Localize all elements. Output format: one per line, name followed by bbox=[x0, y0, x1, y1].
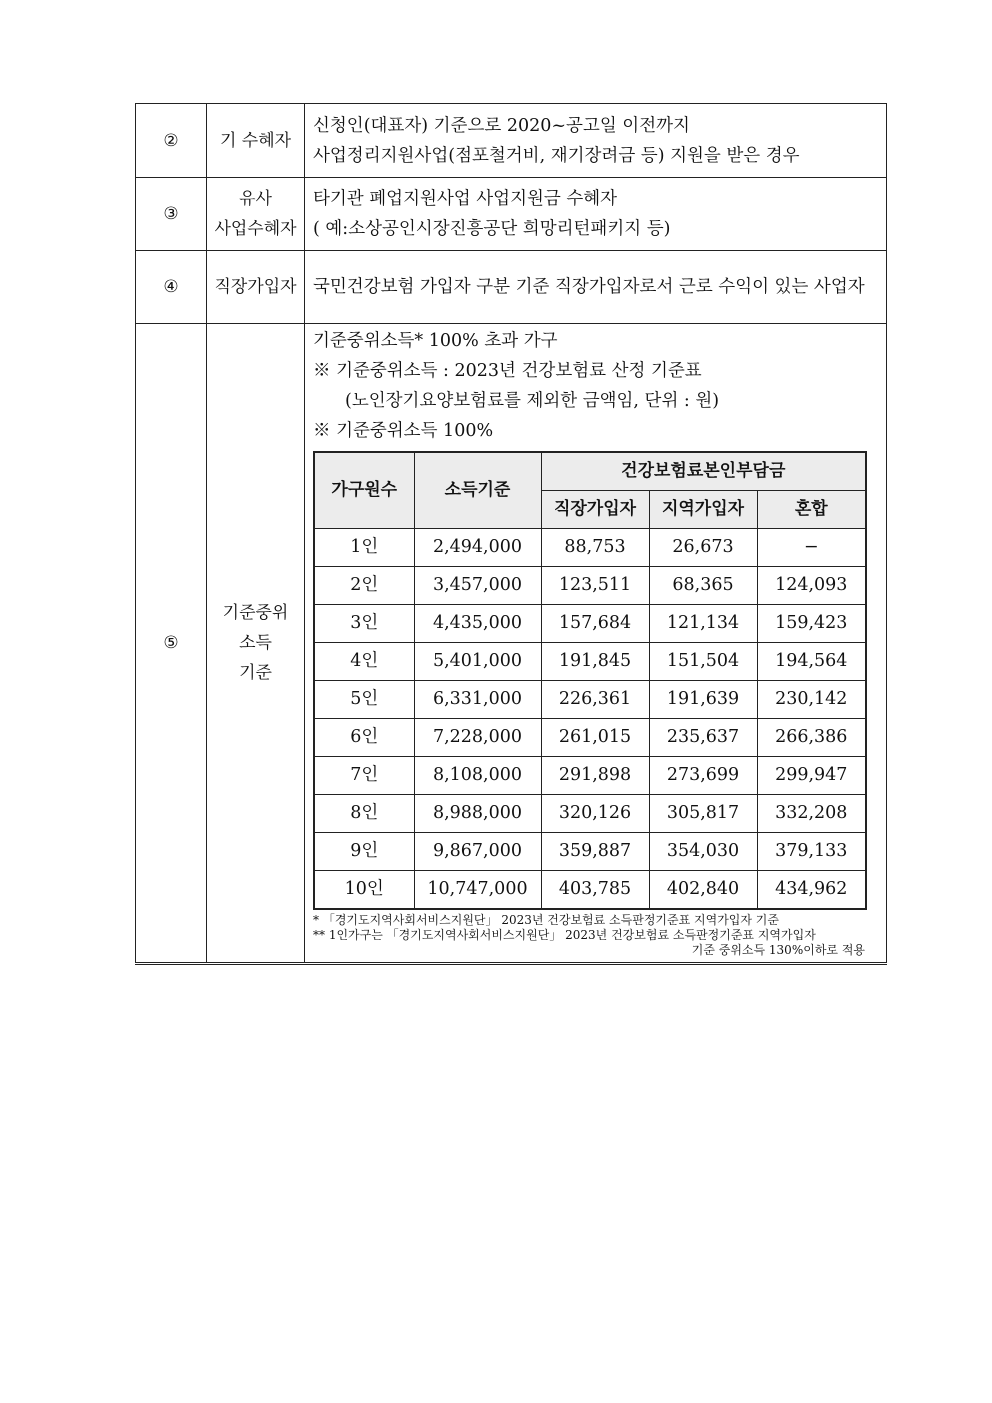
employee-cell: 88,753 bbox=[541, 529, 649, 567]
table-row bbox=[314, 833, 866, 871]
criteria-row-2 bbox=[136, 104, 887, 178]
label-line: 유사 bbox=[239, 189, 272, 209]
header-regional: 지역가입자 bbox=[649, 491, 757, 529]
row-content bbox=[305, 324, 887, 964]
row-number: ② bbox=[136, 104, 207, 178]
employee-cell: 359,887 bbox=[541, 833, 649, 871]
row-content bbox=[305, 251, 887, 324]
employee-cell: 226,361 bbox=[541, 681, 649, 719]
table-row bbox=[314, 871, 866, 910]
regional-cell: 235,637 bbox=[649, 719, 757, 757]
regional-cell: 305,817 bbox=[649, 795, 757, 833]
row-content bbox=[305, 104, 887, 178]
content-line: ( 예:소상공인시장진흥공단 희망리턴패키지 등) bbox=[313, 219, 671, 239]
income-cell: 8,988,000 bbox=[414, 795, 541, 833]
income-cell: 6,331,000 bbox=[414, 681, 541, 719]
table-row bbox=[314, 567, 866, 605]
table-row bbox=[314, 605, 866, 643]
household-cell: 5인 bbox=[314, 681, 414, 719]
regional-cell: 191,639 bbox=[649, 681, 757, 719]
regional-cell: 68,365 bbox=[649, 567, 757, 605]
criteria-table bbox=[135, 103, 887, 965]
row-label bbox=[207, 178, 305, 251]
regional-cell: 354,030 bbox=[649, 833, 757, 871]
income-cell: 9,867,000 bbox=[414, 833, 541, 871]
header-mixed: 혼합 bbox=[757, 491, 866, 529]
household-cell: 7인 bbox=[314, 757, 414, 795]
content-line: 타기관 폐업지원사업 사업지원금 수혜자 bbox=[313, 189, 618, 209]
footnote: * 「경기도지역사회서비스지원단」 2023년 건강보험료 소득판정기준표 지역가입자 기준 bbox=[313, 913, 779, 927]
content-line: ※ 기준중위소득 : 2023년 건강보험료 산정 기준표 bbox=[313, 361, 702, 381]
table-row bbox=[314, 681, 866, 719]
mixed-cell: 266,386 bbox=[757, 719, 866, 757]
income-cell: 10,747,000 bbox=[414, 871, 541, 910]
row-number: ④ bbox=[136, 251, 207, 324]
regional-cell: 151,504 bbox=[649, 643, 757, 681]
table-row bbox=[314, 643, 866, 681]
mixed-cell: 159,423 bbox=[757, 605, 866, 643]
mixed-cell: 332,208 bbox=[757, 795, 866, 833]
mixed-cell: 194,564 bbox=[757, 643, 866, 681]
table-row bbox=[314, 795, 866, 833]
row-label: 직장가입자 bbox=[207, 251, 305, 324]
criteria-row-4 bbox=[136, 251, 887, 324]
employee-cell: 320,126 bbox=[541, 795, 649, 833]
employee-cell: 261,015 bbox=[541, 719, 649, 757]
header-household: 가구원수 bbox=[314, 452, 414, 529]
employee-cell: 403,785 bbox=[541, 871, 649, 910]
table-row bbox=[314, 719, 866, 757]
label-line: 기준 bbox=[239, 663, 272, 683]
row-label bbox=[207, 324, 305, 964]
income-cell: 3,457,000 bbox=[414, 567, 541, 605]
header-income: 소득기준 bbox=[414, 452, 541, 529]
header-employee: 직장가입자 bbox=[541, 491, 649, 529]
criteria-row-5 bbox=[136, 324, 887, 964]
regional-cell: 273,699 bbox=[649, 757, 757, 795]
mixed-cell: 230,142 bbox=[757, 681, 866, 719]
income-cell: 4,435,000 bbox=[414, 605, 541, 643]
footnote: 기준 중위소득 130%이하로 적용 bbox=[691, 943, 865, 957]
median-income-table bbox=[313, 451, 867, 910]
row-content bbox=[305, 178, 887, 251]
household-cell: 1인 bbox=[314, 529, 414, 567]
row-number: ⑤ bbox=[136, 324, 207, 964]
table-row bbox=[314, 529, 866, 567]
mixed-cell: 379,133 bbox=[757, 833, 866, 871]
label-line: 기준중위 bbox=[222, 603, 289, 623]
content-line: 기준중위소득* 100% 초과 가구 bbox=[313, 331, 558, 351]
content-line: 신청인(대표자) 기준으로 2020~공고일 이전까지 bbox=[313, 115, 690, 136]
household-cell: 8인 bbox=[314, 795, 414, 833]
household-cell: 2인 bbox=[314, 567, 414, 605]
regional-cell: 402,840 bbox=[649, 871, 757, 910]
income-cell: 7,228,000 bbox=[414, 719, 541, 757]
row-number: ③ bbox=[136, 178, 207, 251]
household-cell: 10인 bbox=[314, 871, 414, 910]
header-premium: 건강보험료본인부담금 bbox=[541, 452, 866, 491]
mixed-cell: 434,962 bbox=[757, 871, 866, 910]
household-cell: 3인 bbox=[314, 605, 414, 643]
income-cell: 2,494,000 bbox=[414, 529, 541, 567]
row-label: 기 수혜자 bbox=[207, 104, 305, 178]
content-line: ※ 기준중위소득 100% bbox=[313, 421, 494, 441]
label-line: 사업수혜자 bbox=[214, 219, 297, 239]
regional-cell: 121,134 bbox=[649, 605, 757, 643]
income-cell: 8,108,000 bbox=[414, 757, 541, 795]
content-line: 국민건강보험 가입자 구분 기준 직장가입자로서 근로 수익이 있는 사업자 bbox=[313, 277, 865, 297]
household-cell: 9인 bbox=[314, 833, 414, 871]
employee-cell: 191,845 bbox=[541, 643, 649, 681]
label-line: 소득 bbox=[239, 633, 272, 653]
mixed-cell: 299,947 bbox=[757, 757, 866, 795]
footnotes bbox=[313, 913, 865, 958]
income-cell: 5,401,000 bbox=[414, 643, 541, 681]
table-body bbox=[314, 529, 866, 910]
criteria-row-3 bbox=[136, 178, 887, 251]
mixed-cell: 124,093 bbox=[757, 567, 866, 605]
footnote: ** 1인가구는 「경기도지역사회서비스지원단」 2023년 건강보험료 소득판정기준표 지역가입자 bbox=[313, 928, 816, 942]
content-line: 사업정리지원사업(점포철거비, 재기장려금 등) 지원을 받은 경우 bbox=[313, 145, 800, 166]
content-line: (노인장기요양보험료를 제외한 금액임, 단위 : 원) bbox=[345, 391, 720, 411]
employee-cell: 291,898 bbox=[541, 757, 649, 795]
regional-cell: 26,673 bbox=[649, 529, 757, 567]
mixed-cell: − bbox=[757, 529, 866, 567]
household-cell: 6인 bbox=[314, 719, 414, 757]
household-cell: 4인 bbox=[314, 643, 414, 681]
table-row bbox=[314, 757, 866, 795]
employee-cell: 157,684 bbox=[541, 605, 649, 643]
employee-cell: 123,511 bbox=[541, 567, 649, 605]
